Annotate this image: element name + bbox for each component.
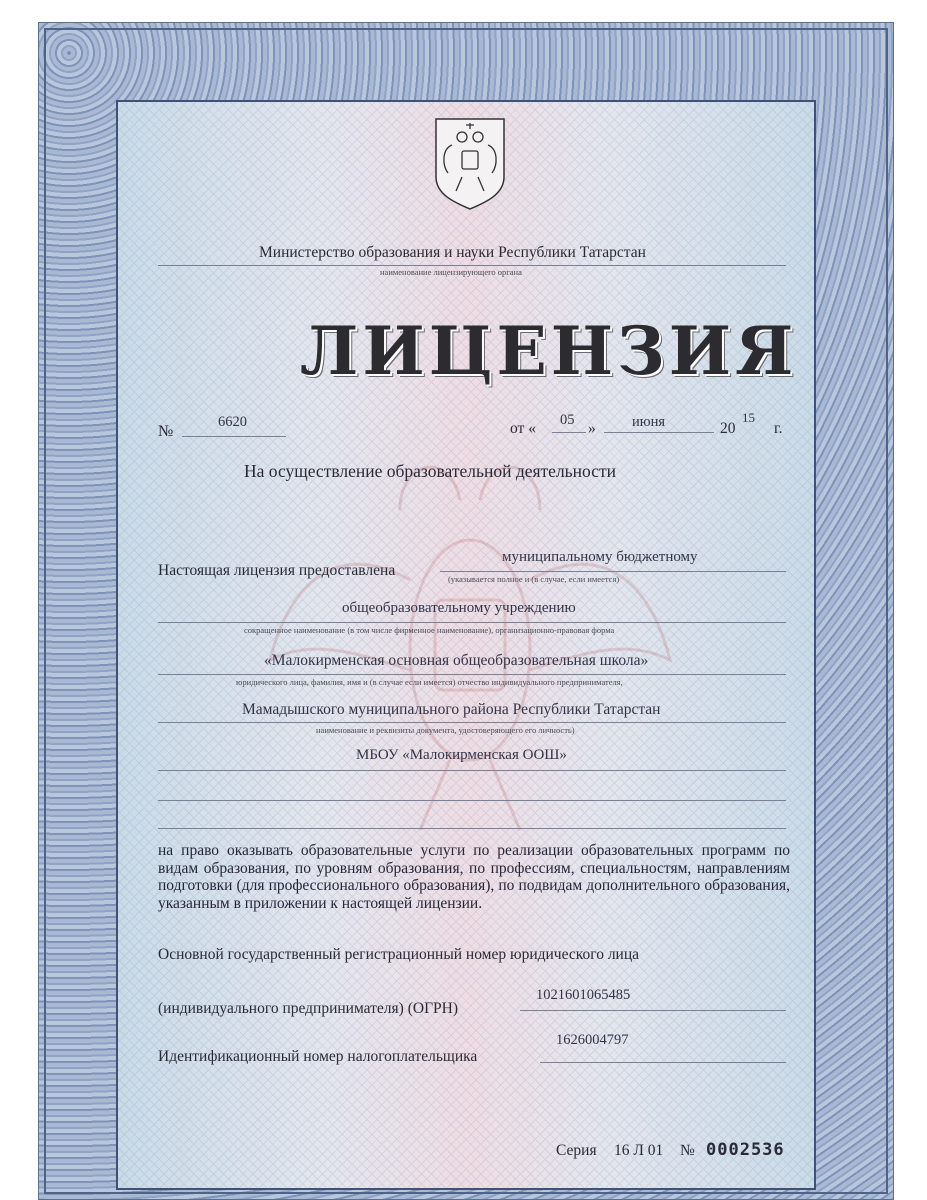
ogrn-label-line-2: (индивидуального предпринимателя) (ОГРН) [158,1000,459,1017]
inn-value: 1626004797 [556,1032,629,1048]
year-prefix: 20 [720,420,736,437]
ogrn-value: 1021601065485 [536,987,631,1003]
number-label: № [158,423,174,440]
license-subject: На осуществление образовательной деятельности [244,461,616,481]
inn-label: Идентификационный номер налогоплательщика [158,1048,478,1065]
grantee-line-1: муниципальному бюджетному [502,549,698,565]
day-close-quote: » [588,420,596,437]
grantee-underline-3 [158,674,786,675]
authority-underline [158,265,786,266]
grantee-line-5: МБОУ «Малокирменская ООШ» [356,747,567,763]
number-underline [182,436,286,437]
grantee-hint-2: сокращенное наименование (в том числе фирменное наименование), организационно-правовая форма [244,625,615,635]
inn-underline [540,1062,786,1063]
document-title: ЛИЦЕНЗИЯ [300,312,798,390]
month-underline [604,432,714,433]
blank-underline-2 [158,828,786,829]
blank-underline-1 [158,800,786,801]
grantee-underline-4 [158,722,786,723]
rights-paragraph: на право оказывать образовательные услуги по реализации образовательных программ по видам образования, по уровням образования, по профессиям, специальностям, направлениям подготовки (для профессионального образования), по подвидам дополнительного образования, указанным в приложении к настоящей лицензии. [158,842,790,912]
grantee-hint-4: наименование и реквизиты документа, удостоверяющего его личность) [316,725,575,735]
eagle-watermark-icon [250,420,690,850]
grantee-lead-label: Настоящая лицензия предоставлена [158,562,396,579]
grantee-hint-1: (указывается полное и (в случае, если имеется) [448,574,620,584]
grantee-underline-1 [440,571,786,572]
licensing-authority: Министерство образования и науки Республики Татарстан [259,244,646,261]
date-month: июня [632,414,666,430]
series-label: Серия [556,1142,597,1159]
day-underline [552,432,586,433]
coat-of-arms-icon [432,115,508,211]
grantee-underline-5 [158,770,786,771]
ogrn-underline [520,1010,786,1011]
date-day: 05 [560,412,575,428]
authority-hint: наименование лицензирующего органа [380,267,522,277]
grantee-underline-2 [158,622,786,623]
date-from-label: от « [510,420,536,437]
ogrn-label-line-1: Основной государственный регистрационный номер юридического лица [158,946,640,963]
year-suffix: 15 [742,410,755,425]
grantee-line-3: «Малокирменская основная общеобразовательная школа» [264,652,649,669]
series-value: 16 Л 01 [614,1142,664,1159]
series-number-label: № [680,1142,695,1159]
grantee-line-2: общеобразовательному учреждению [342,600,576,616]
grantee-hint-3: юридического лица, фамилия, имя и (в случае если имеется) отчество индивидуального предпринимателя, [236,677,623,687]
year-end: г. [774,420,783,437]
grantee-line-4: Мамадышского муниципального района Республики Татарстан [242,701,661,718]
series-number: 0002536 [706,1140,785,1160]
license-number: 6620 [218,414,247,430]
